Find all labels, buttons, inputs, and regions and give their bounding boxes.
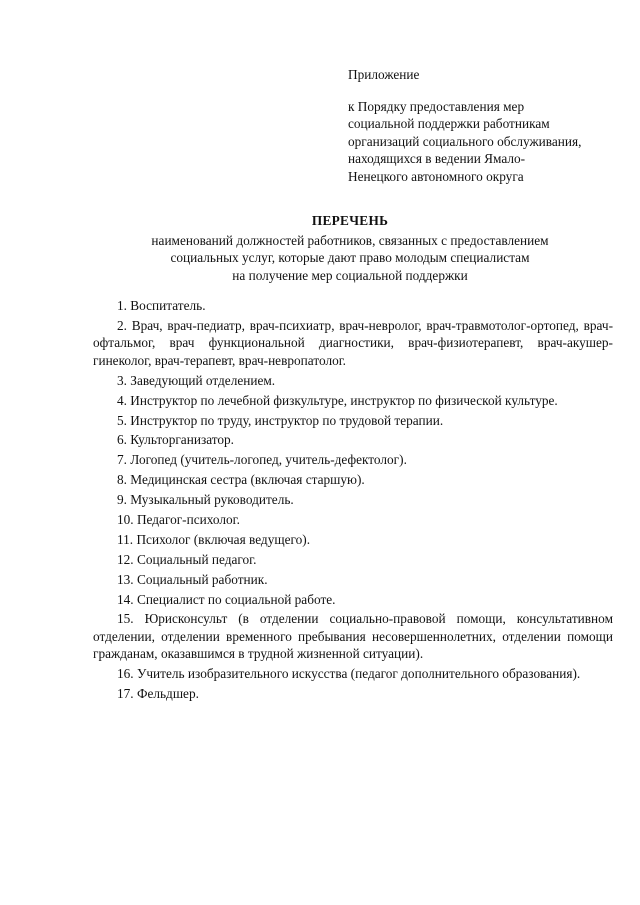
list-item: 14. Специалист по социальной работе. bbox=[117, 591, 336, 607]
list-item: 6. Культорганизатор. bbox=[117, 432, 235, 448]
appendix-line: к Порядку предоставления мер bbox=[348, 98, 525, 114]
appendix-line: находящихся в ведении Ямало- bbox=[348, 151, 526, 166]
appendix-title: Приложение bbox=[348, 67, 420, 82]
document-title: ПЕРЕЧЕНЬ bbox=[311, 213, 389, 228]
list-item: 3. Заведующий отделением. bbox=[117, 372, 276, 388]
list-item: 13. Социальный работник. bbox=[117, 571, 268, 587]
list-item: 1. Воспитатель. bbox=[117, 298, 206, 313]
list-item: 12. Социальный педагог. bbox=[117, 551, 257, 567]
list-item: 5. Инструктор по труду, инструктор по трудовой терапии. bbox=[117, 412, 444, 428]
list-item: 17. Фельдшер. bbox=[117, 686, 199, 702]
subtitle-line: наименований должностей работников, связанных с предоставлением bbox=[151, 232, 549, 248]
positions-list bbox=[93, 297, 613, 705]
list-item: 11. Психолог (включая ведущего). bbox=[117, 531, 311, 547]
appendix-reference bbox=[348, 98, 620, 186]
list-item: 2. Врач, врач-педиатр, врач-психиатр, врач-невролог, врач-травмотолог-ортопед, врач-офтальмог, врач функциональной диагностики, врач-физиотерапевт, врач-акушер-гинеколог, врач-терапевт, врач-невропатолог. bbox=[93, 317, 613, 368]
list-item: 4. Инструктор по лечебной физкультуре, инструктор по физической культуре. bbox=[117, 392, 558, 408]
document-subtitle bbox=[90, 232, 610, 285]
list-item: 16. Учитель изобразительного искусства (педагог дополнительного образования). bbox=[117, 666, 581, 682]
list-item: 15. Юрисконсульт (в отделении социально-правовой помощи, консультативном отделении, отделении временного пребывания несовершеннолетних, отделении помощи гражданам, оказавшимся в трудной жизненной ситуации). bbox=[93, 611, 613, 662]
list-item: 8. Медицинская сестра (включая старшую). bbox=[117, 472, 365, 488]
appendix-line: Ненецкого автономного округа bbox=[348, 168, 524, 184]
list-item: 10. Педагог-психолог. bbox=[117, 512, 240, 528]
document-header bbox=[90, 212, 610, 284]
list-item: 9. Музыкальный руководитель. bbox=[117, 492, 294, 508]
list-item: 7. Логопед (учитель-логопед, учитель-дефектолог). bbox=[117, 452, 407, 468]
subtitle-line: социальных услуг, которые дают право молодым специалистам bbox=[170, 250, 530, 265]
appendix-line: социальной поддержки работникам bbox=[348, 116, 550, 131]
appendix-block bbox=[348, 66, 620, 185]
subtitle-line: на получение мер социальной поддержки bbox=[232, 267, 468, 283]
appendix-line: организаций социального обслуживания, bbox=[348, 133, 582, 149]
